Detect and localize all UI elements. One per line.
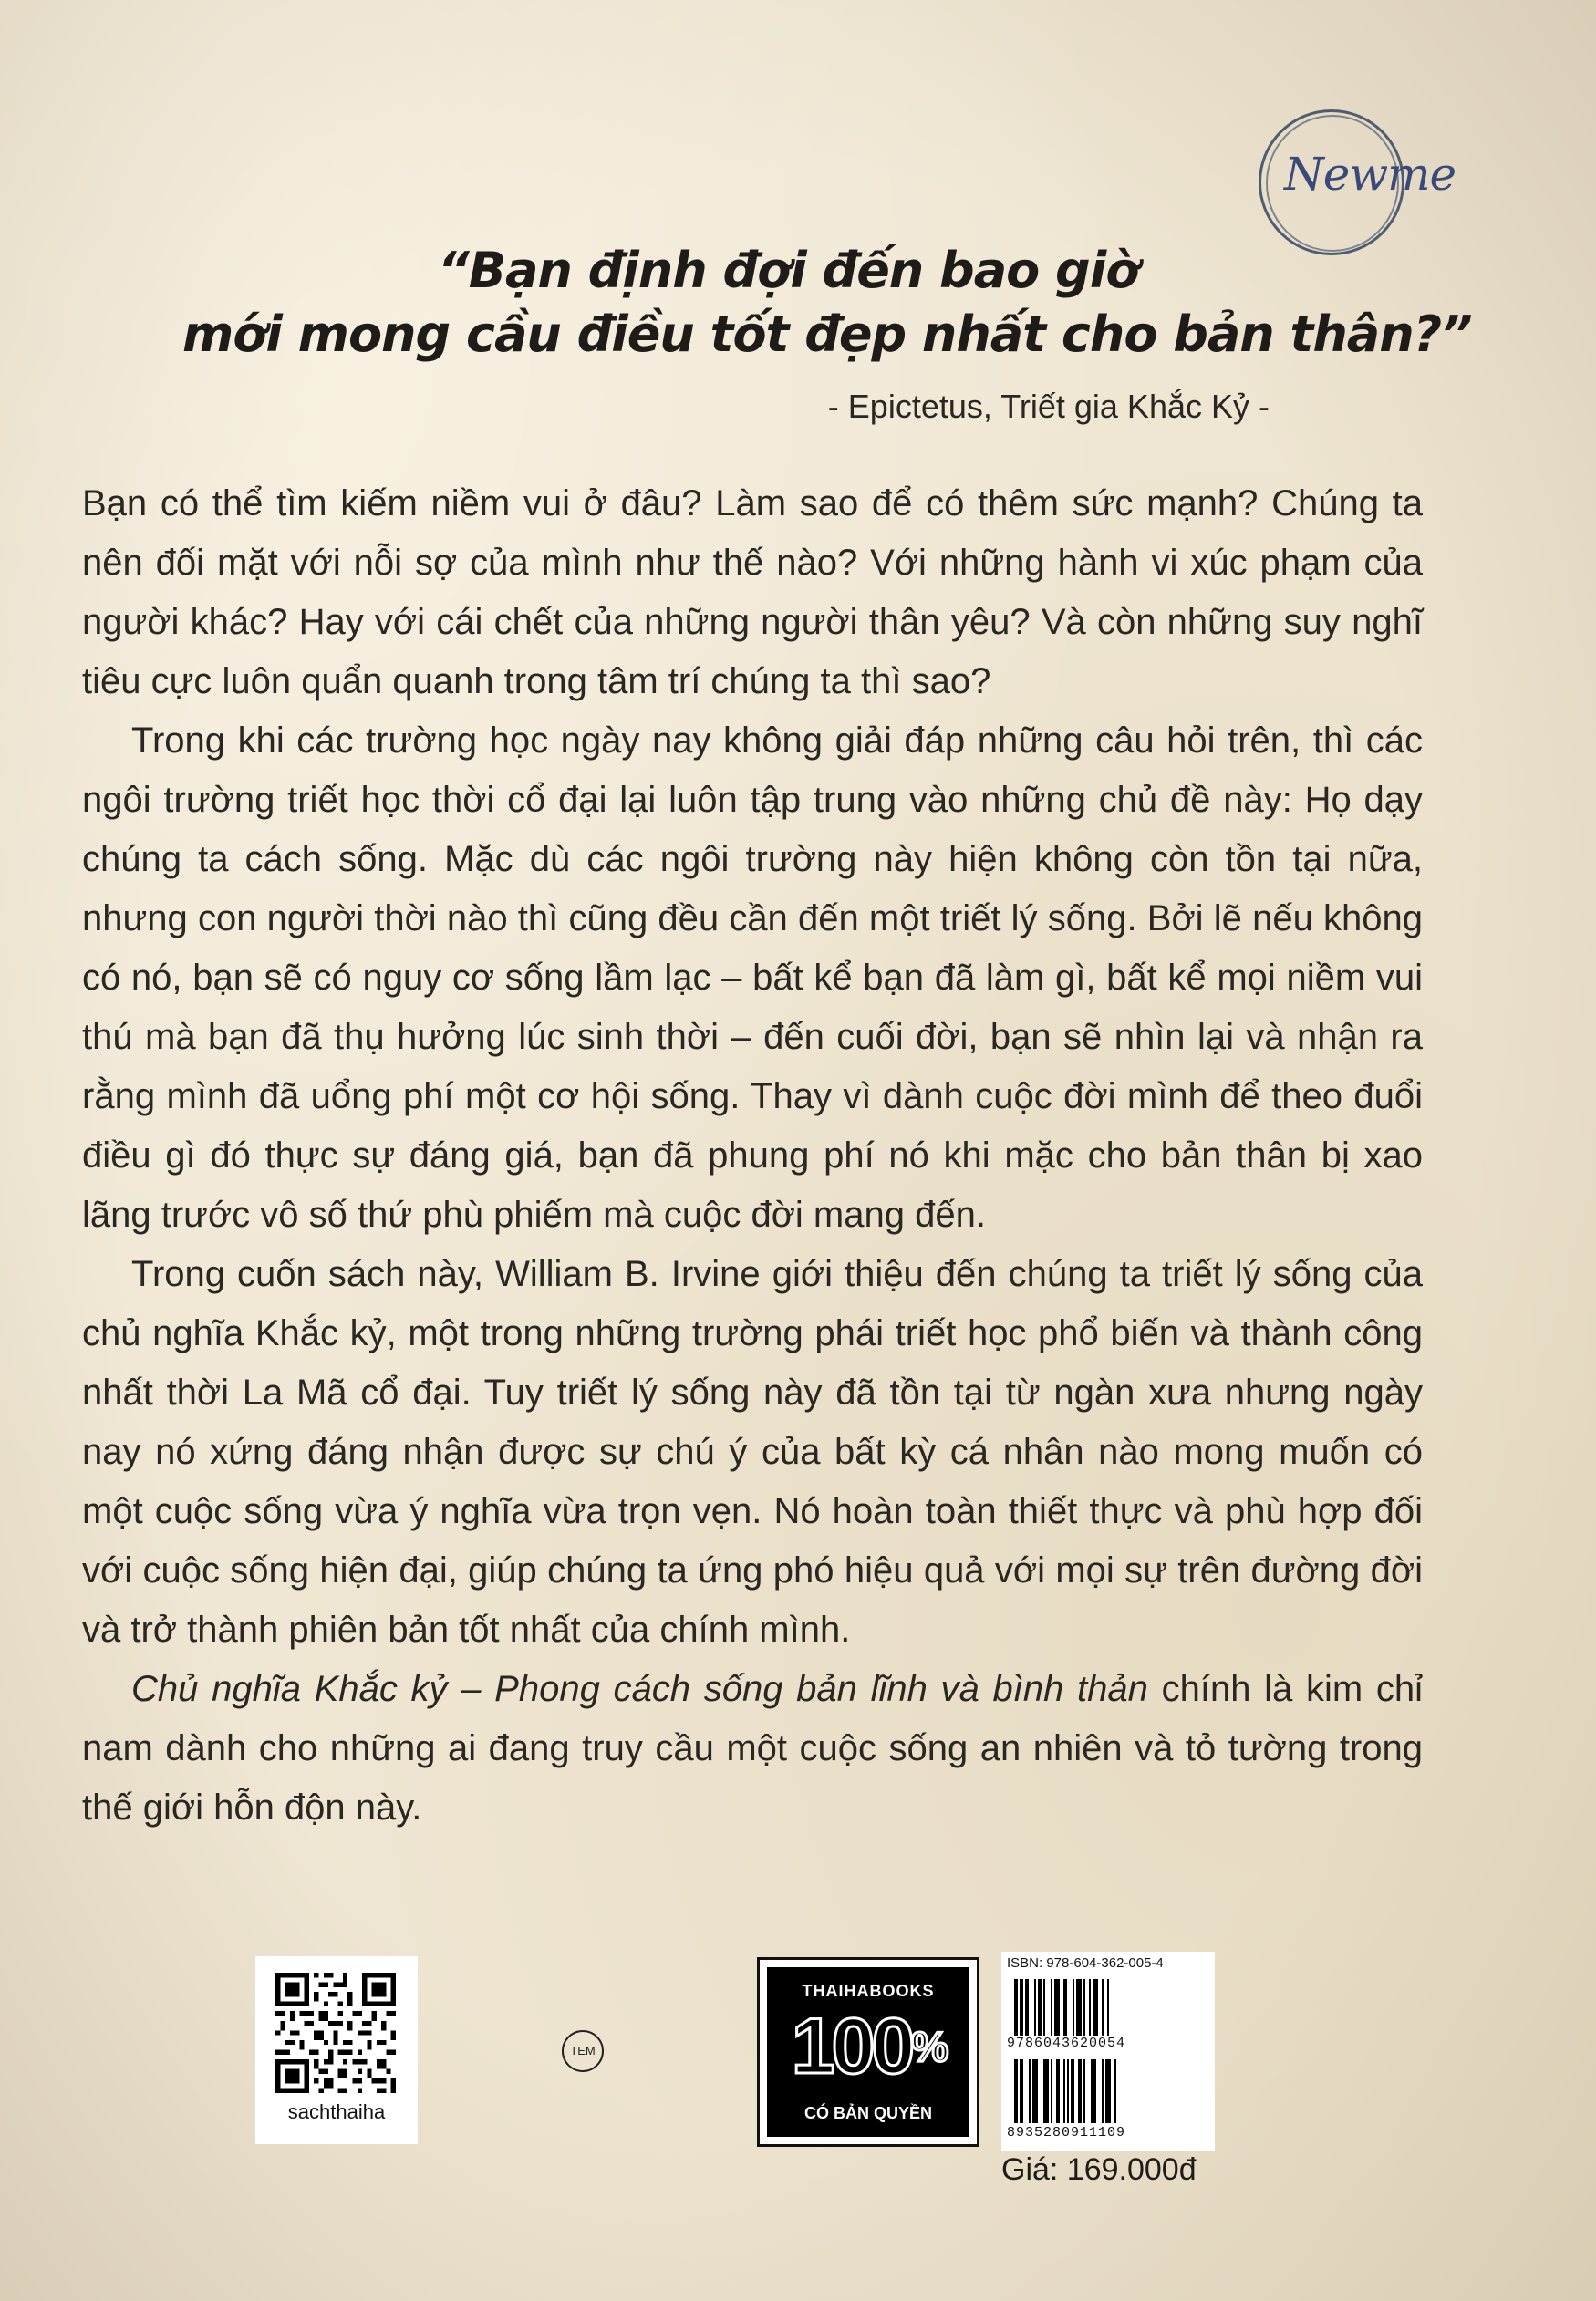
badge-percent: % <box>911 2023 946 2070</box>
isbn-label: ISBN: 978-604-362-005-4 <box>1007 1955 1164 1971</box>
qr-code <box>275 1973 396 2093</box>
badge-brand: THAIHABOOKS <box>802 1982 935 2000</box>
tem-sticker: TEM <box>562 2030 604 2072</box>
badge-hundred <box>767 2003 969 2090</box>
logo-text: Newme <box>1284 148 1456 201</box>
isbn-barcode-number: 9786043620054 <box>1007 2036 1126 2051</box>
paragraph-3: Trong cuốn sách này, William B. Irvine giới thiệu đến chúng ta triết lý sống của chủ nghĩa Khắc kỷ, một trong những trường phái triết học phổ biến và thành công nhất thời La Mã cổ đại. Tuy triết lý sống này đã tồn tại từ ngàn xưa nhưng ngày nay nó xứng đáng nhận được sự chú ý của bất kỳ cá nhân nào mong muốn có một cuộc sống vừa ý nghĩa vừa trọn vẹn. Nó hoàn toàn thiết thực và phù hợp đối với cuộc sống hiện đại, giúp chúng ta ứng phó hiệu quả với mọi sự trên đường đời và trở thành phiên bản tốt nhất của chính mình. <box>82 1254 1423 1650</box>
book-title-italic: Chủ nghĩa Khắc kỷ – Phong cách sống bản lĩnh và bình thản <box>131 1669 1148 1709</box>
paragraph-1: Bạn có thể tìm kiếm niềm vui ở đâu? Làm sao để có thêm sức mạnh? Chúng ta nên đối mặt với nỗi sợ của mình như thế nào? Với những hành vi xúc phạm của người khác? Hay với cái chết của những người thân yêu? Và còn những suy nghĩ tiêu cực luôn quẩn quanh trong tâm trí chúng ta thì sao? <box>82 483 1423 701</box>
price-label: Giá: 169.000đ <box>1001 2152 1197 2187</box>
paragraph-2: Trong khi các trường học ngày nay không giải đáp những câu hỏi trên, thì các ngôi trường triết học thời cổ đại lại luôn tập trung vào những chủ đề này: Họ dạy chúng ta cách sống. Mặc dù các ngôi trường này hiện không còn tồn tại nữa, nhưng con người thời nào thì cũng đều cần đến một triết lý sống. Bởi lẽ nếu không có nó, bạn sẽ có nguy cơ sống lầm lạc – bất kể bạn đã làm gì, bất kể mọi niềm vui thú mà bạn đã thụ hưởng lúc sinh thời – đến cuối đời, bạn sẽ nhìn lại và nhận ra rằng mình đã uổng phí một cơ hội sống. Thay vì dành cuộc đời mình để theo đuổi điều gì đó thực sự đáng giá, bạn đã phung phí nó khi mặc cho bản thân bị xao lãng trước vô số thứ phù phiếm mà cuộc đời mang đến. <box>82 720 1423 1235</box>
product-barcode <box>1014 2059 1204 2123</box>
quote-line-1: “Bạn định đợi đến bao giờ <box>438 242 1139 299</box>
badge-subtitle: CÓ BẢN QUYỀN <box>803 2104 932 2122</box>
badge-background <box>767 1967 969 2137</box>
qr-label: sachthaiha <box>287 2100 386 2123</box>
qr-code-box <box>255 1956 418 2144</box>
isbn-barcode <box>1014 1979 1204 2036</box>
copyright-badge <box>757 1957 979 2147</box>
product-barcode-number: 8935280911109 <box>1007 2125 1126 2140</box>
paragraph-4-rest: chính là kim chỉ nam dành cho những ai đang truy cầu một cuộc sống an nhiên và tỏ tường trong thế giới hỗn độn này. <box>82 1669 1424 1828</box>
body-text <box>82 474 1423 1838</box>
barcode-box <box>1001 1952 1215 2151</box>
quote-line-2: mới mong cầu điều tốt đẹp nhất cho bản thân?” <box>182 306 1472 363</box>
quote-block <box>182 239 1472 367</box>
paragraph-4 <box>82 1660 1423 1838</box>
badge-number: 100 <box>791 2003 912 2090</box>
quote-author: - Epictetus, Triết gia Khắc Kỷ - <box>827 388 1270 425</box>
